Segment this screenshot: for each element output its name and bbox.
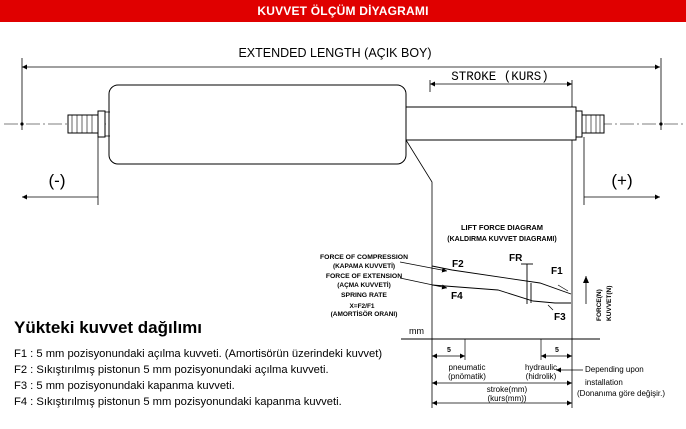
zone-left-5mm: 5 bbox=[447, 347, 451, 354]
depending-label-2: installation bbox=[585, 378, 623, 387]
stroke-label: STROKE (KURS) bbox=[451, 70, 549, 84]
stroke-mm-label: stroke(mm) bbox=[486, 385, 528, 394]
compression-label-tr: (KAPAMA KUVVETİ) bbox=[332, 263, 396, 270]
right-end-fitting bbox=[576, 111, 582, 137]
label-f2: F2 bbox=[452, 259, 464, 270]
legend-line-f3: F3 : 5 mm pozisyonundaki kapanma kuvveti. bbox=[14, 380, 235, 392]
left-thread-stud bbox=[68, 115, 98, 133]
mm-label: mm bbox=[409, 326, 424, 336]
stroke-mm-label-tr: (kurs(mm)) bbox=[487, 394, 527, 403]
piston-rod bbox=[406, 107, 576, 140]
legend-line-f1: F1 : 5 mm pozisyonundaki açılma kuvveti. (Amortisörün üzerindeki kuvvet) bbox=[14, 348, 383, 360]
diagram-header: KUVVET ÖLÇÜM DİYAGRAMI bbox=[0, 0, 686, 22]
minus-direction-label: (-) bbox=[48, 171, 66, 190]
legend-line-f4: F4 : Sıkıştırılmış pistonun 5 mm pozisyonundaki kapanma kuvveti. bbox=[14, 396, 342, 408]
spring-rate-formula: X=F2/F1 bbox=[349, 303, 375, 310]
hydraulic-label: hydraulic bbox=[524, 363, 558, 372]
force-distribution-legend bbox=[14, 318, 404, 410]
compression-label: FORCE OF COMPRESSION bbox=[320, 254, 408, 261]
spring-rate-label: SPRING RATE bbox=[341, 292, 387, 299]
hydraulic-label-tr: (hidrolik) bbox=[525, 372, 557, 381]
lift-force-diagram-title: LIFT FORCE DIAGRAM bbox=[460, 223, 544, 232]
stroke-dimension bbox=[430, 80, 572, 110]
extension-label: FORCE OF EXTENSION bbox=[325, 273, 403, 280]
force-axis-label-tr: KUVVET(N) bbox=[606, 285, 613, 321]
pneumatic-label-tr: (pnömatik) bbox=[448, 372, 486, 381]
pneumatic-label: pneumatic bbox=[448, 363, 486, 372]
right-thread-stud bbox=[582, 115, 604, 133]
force-axis-label: FORCE(N) bbox=[596, 289, 603, 321]
cylinder-tube bbox=[109, 85, 406, 164]
label-f4: F4 bbox=[451, 291, 463, 302]
label-fr: FR bbox=[509, 253, 523, 264]
plus-direction-label: (+) bbox=[611, 171, 633, 190]
depending-label: Depending upon bbox=[585, 365, 644, 374]
label-f1: F1 bbox=[551, 266, 563, 277]
legend-title: Yükteki kuvvet dağılımı bbox=[14, 318, 203, 337]
lift-force-diagram-title-tr: (KALDIRMA KUVVET DIAGRAMI) bbox=[447, 236, 557, 243]
gas-spring bbox=[68, 85, 604, 164]
label-f3: F3 bbox=[554, 312, 566, 323]
left-end-fitting bbox=[98, 111, 105, 137]
legend-line-f2: F2 : Sıkıştırılmış pistonun 5 mm pozisyonundaki açılma kuvveti. bbox=[14, 364, 329, 376]
spring-rate-label-tr: (AMORTİSÖR ORANI) bbox=[330, 311, 398, 318]
zone-right-5mm: 5 bbox=[555, 347, 559, 354]
extended-length-label: EXTENDED LENGTH (AÇIK BOY) bbox=[238, 46, 432, 60]
extension-label-tr: (AÇMA KUVVETİ) bbox=[337, 282, 391, 289]
depending-label-tr: (Donanıma göre değişir.) bbox=[577, 389, 666, 398]
